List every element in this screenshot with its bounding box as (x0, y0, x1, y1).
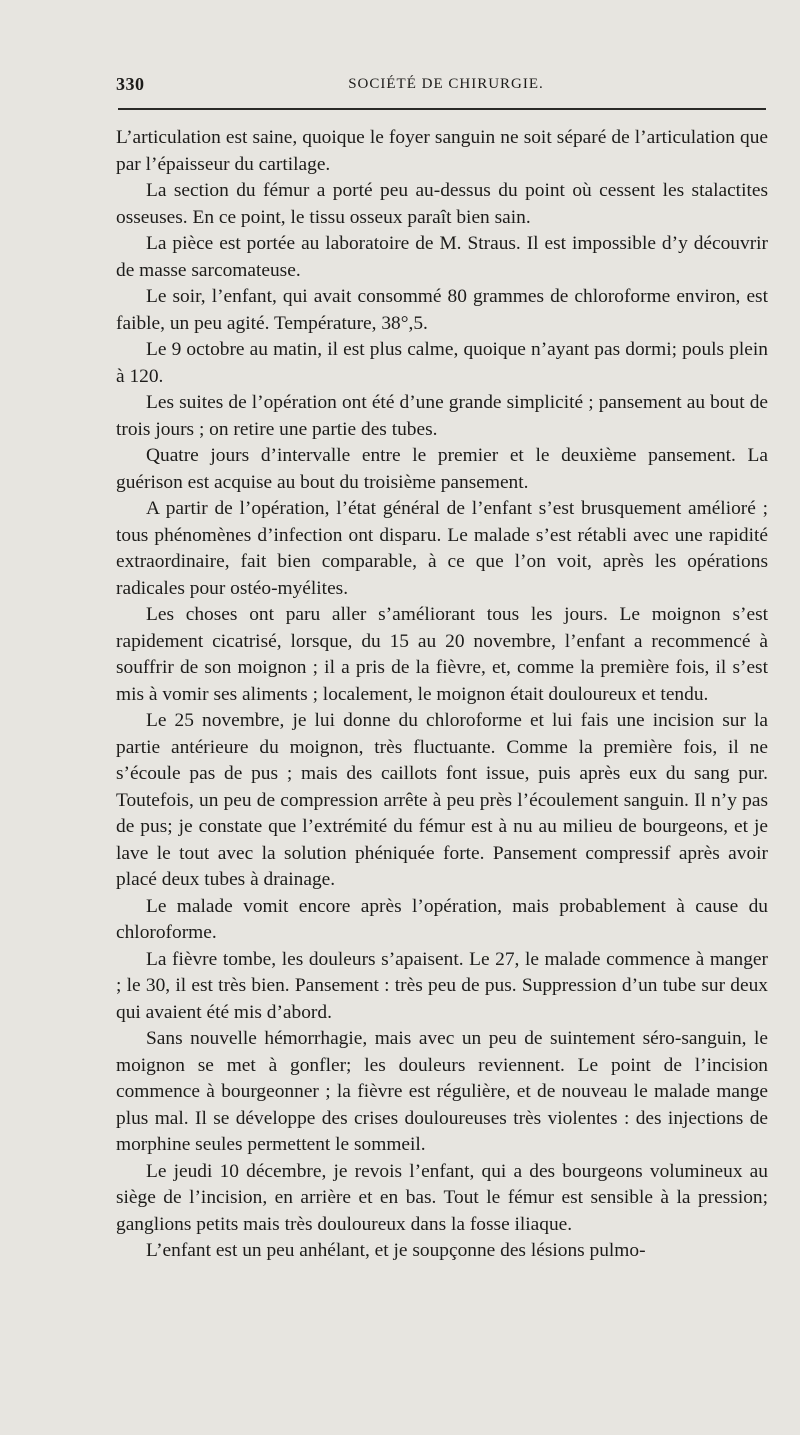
body-text (116, 125, 768, 1265)
paragraph: Le 25 novembre, je lui donne du chloroforme et lui fais une incision sur la partie antérieure du moignon, très fluctuante. Comme la première fois, il ne s’écoule pas de pus ; mais des caillots font issue, puis après eux du sang pur. Toutefois, un peu de compression arrête à peu près l’écoulement sanguin. Il n’y pas de pus; je constate que l’extrémité du fémur est à nu au milieu de bourgeons, et je lave le tout avec la solution phéniquée forte. Pansement compressif après avoir placé deux tubes à drainage. (116, 710, 768, 890)
paragraph: La pièce est portée au laboratoire de M. Straus. Il est impossible d’y découvrir de masse sarcomateuse. (116, 233, 768, 281)
header-rule (118, 108, 766, 110)
paragraph: Le malade vomit encore après l’opération, mais probablement à cause du chloroforme. (116, 895, 768, 943)
paragraph: Les choses ont paru aller s’améliorant tous les jours. Le moignon s’est rapidement cicatrisé, lorsque, du 15 au 20 novembre, l’enfant a recommencé à souffrir de son moignon ; il a pris de la fièvre, et, comme la première fois, il s’est mis à vomir ses aliments ; localement, le moignon était douloureux et tendu. (116, 604, 768, 705)
paragraph: Le 9 octobre au matin, il est plus calme, quoique n’ayant pas dormi; pouls plein à 120. (116, 339, 768, 387)
paragraph: La section du fémur a porté peu au-dessus du point où cessent les stalactites osseuses. En ce point, le tissu osseux paraît bien sain. (116, 180, 768, 228)
paragraph: La fièvre tombe, les douleurs s’apaisent. Le 27, le malade commence à manger ; le 30, il est très bien. Pansement : très peu de pus. Suppression d’un tube sur deux qui avaient été mis d’abord. (116, 948, 768, 1023)
paragraph: L’articulation est saine, quoique le foyer sanguin ne soit séparé de l’articulation que par l’épaisseur du cartilage. (116, 127, 768, 175)
paragraph: A partir de l’opération, l’état général de l’enfant s’est brusquement amélioré ; tous phénomènes d’infection ont disparu. Le malade s’est rétabli avec une rapidité extraordinaire, fait bien comparable, à ce que l’on voit, après les opérations radicales pour ostéo-myélites. (116, 498, 768, 599)
paragraph: Le soir, l’enfant, qui avait consommé 80 grammes de chloroforme environ, est faible, un peu agité. Température, 38°,5. (116, 286, 768, 334)
running-head: SOCIÉTÉ DE CHIRURGIE. (348, 76, 544, 92)
paragraph: Sans nouvelle hémorrhagie, mais avec un peu de suintement séro-sanguin, le moignon se met à gonfler; les douleurs reviennent. Le point de l’incision commence à bourgeonner ; la fièvre est régulière, et de nouveau le malade mange plus mal. Il se développe des crises douloureuses très violentes : des injections de morphine seules permettent le sommeil. (116, 1028, 768, 1155)
paragraph: Quatre jours d’intervalle entre le premier et le deuxième pansement. La guérison est acquise au bout du troisième pansement. (116, 445, 768, 493)
page-number: 330 (116, 74, 145, 94)
paragraph: Le jeudi 10 décembre, je revois l’enfant, qui a des bourgeons volumineux au siège de l’incision, en arrière et en bas. Tout le fémur est sensible à la pression; ganglions petits mais très douloureux dans la fosse iliaque. (116, 1160, 768, 1235)
page-header (116, 72, 766, 102)
paragraph: Les suites de l’opération ont été d’une grande simplicité ; pansement au bout de trois jours ; on retire une partie des tubes. (116, 392, 768, 440)
paragraph: L’enfant est un peu anhélant, et je soupçonne des lésions pulmo- (146, 1240, 646, 1261)
